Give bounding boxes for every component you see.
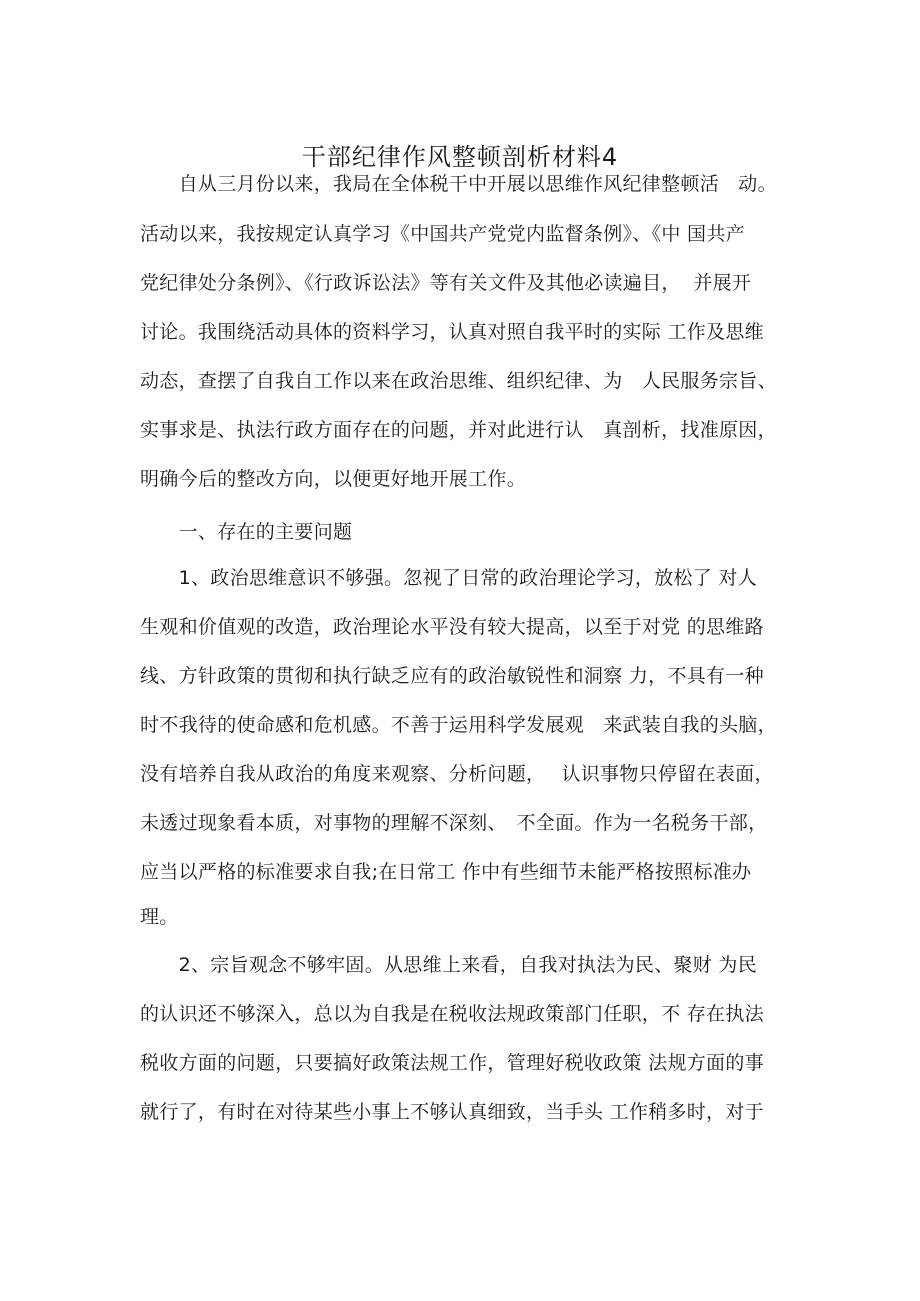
paragraph-line: 就行了，有时在对待某些小事上不够认真细致，当手头 工作稍多时，对于: [140, 1101, 764, 1123]
paragraph-line: 自从三月份以来，我局在全体税干中开展以思维作风纪律整顿活 动。: [140, 173, 777, 195]
paragraph-line: 税收方面的问题，只要搞好政策法规工作，管理好税收政策 法规方面的事: [140, 1052, 764, 1074]
paragraph-line: 未透过现象看本质，对事物的理解不深刻、 不全面。作为一名税务干部，: [140, 812, 768, 834]
paragraph-line: 动态，查摆了自我自工作以来在政治思维、组织纪律、为 人民服务宗旨、: [140, 370, 777, 392]
paragraph-line: 时不我待的使命感和危机感。不善于运用科学发展观 来武装自我的头脑，: [140, 714, 777, 736]
paragraph-line: 理。: [140, 906, 179, 928]
paragraph-line: 生观和价值观的改造，政治理论水平没有较大提高，以至于对党 的思维路: [140, 616, 764, 638]
paragraph-line: 党纪律处分条例》、《行政诉讼法》等有关文件及其他必读遍目， 并展开: [140, 272, 752, 294]
paragraph-line: 明确今后的整改方向，以便更好地开展工作。: [140, 468, 527, 490]
document-title: 干部纪律作风整顿剖析材料4: [301, 143, 619, 171]
paragraph-line: 1、政治思维意识不够强。忽视了日常的政治理论学习，放松了 对人: [140, 567, 758, 589]
paragraph-line: 讨论。我围绕活动具体的资料学习，认真对照自我平时的实际 工作及思维: [140, 321, 764, 343]
paragraph-line: 应当以严格的标准要求自我;在日常工 作中有些细节未能严格按照标准办: [140, 861, 752, 883]
paragraph-line: 没有培养自我从政治的角度来观察、分析问题， 认识事物只停留在表面，: [140, 763, 774, 785]
paragraph-line: 实事求是、执法行政方面存在的问题，并对此进行认 真剖析，找准原因，: [140, 419, 777, 441]
paragraph-line: 线、方针政策的贯彻和执行缺乏应有的政治敏锐性和洞察 力，不具有一种: [140, 665, 764, 687]
paragraph-line: 的认识还不够深入，总以为自我是在税收法规政策部门任职，不 存在执法: [140, 1003, 764, 1025]
paragraph-line: 活动以来，我按规定认真学习《中国共产党党内监督条例》、《中 国共产: [140, 223, 745, 245]
section-heading: 一、存在的主要问题: [140, 521, 353, 543]
paragraph-line: 2、宗旨观念不够牢固。从思维上来看，自我对执法为民、聚财 为民: [140, 954, 758, 976]
